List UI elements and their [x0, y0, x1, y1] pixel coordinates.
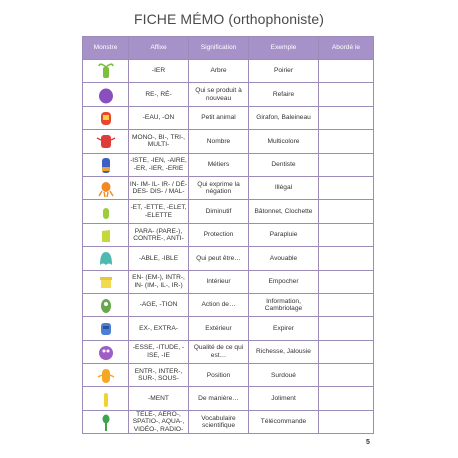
monster-cell: [83, 200, 129, 223]
aborde-le-cell[interactable]: [319, 270, 374, 293]
affixe-cell: -ET, -ETTE, -ELET, -ELETTE: [129, 200, 189, 223]
signification-cell: Arbre: [189, 60, 249, 83]
table-header-row: [83, 37, 374, 60]
exemple-cell: Bâtonnet, Clochette: [249, 200, 319, 223]
aborde-le-cell[interactable]: [319, 153, 374, 176]
purple-blob-monster-icon: [96, 85, 116, 105]
affixe-cell: -ESSE, -ITUDE, -ISE, -IE: [129, 340, 189, 363]
affixe-cell: IN- IM- IL- IR- / DÉ- DES- DIS- / MAL-: [129, 176, 189, 199]
blue-outside-monster-icon: [96, 318, 116, 338]
yellow-box-monster-icon: [96, 272, 116, 292]
exemple-cell: Information, Cambriolage: [249, 293, 319, 316]
signification-cell: Position: [189, 364, 249, 387]
affixe-cell: -IER: [129, 60, 189, 83]
monster-cell: [83, 153, 129, 176]
affixe-cell: RE-, RÉ-: [129, 83, 189, 106]
teal-ghost-monster-icon: [96, 248, 116, 268]
table-row: [83, 270, 374, 293]
plant-monster-icon: [96, 61, 116, 81]
table-row: [83, 130, 374, 153]
signification-cell: Intérieur: [189, 270, 249, 293]
table-row: [83, 317, 374, 340]
exemple-cell: Girafon, Baleineau: [249, 106, 319, 129]
page-number: 5: [366, 439, 370, 446]
aborde-le-cell[interactable]: [319, 410, 374, 433]
aborde-le-cell[interactable]: [319, 176, 374, 199]
affixe-cell: MONO-, BI-, TRI-, MULTI-: [129, 130, 189, 153]
affixe-cell: -MENT: [129, 387, 189, 410]
table-row: [83, 83, 374, 106]
header-signification: Signification: [189, 37, 249, 60]
table-row: [83, 106, 374, 129]
exemple-cell: Parapluie: [249, 223, 319, 246]
table-row: [83, 387, 374, 410]
monster-cell: [83, 364, 129, 387]
aborde-le-cell[interactable]: [319, 364, 374, 387]
header-affixe: Affixe: [129, 37, 189, 60]
table-row: [83, 247, 374, 270]
monster-cell: [83, 106, 129, 129]
green-busy-monster-icon: [96, 295, 116, 315]
purple-fluffy-monster-icon: [96, 342, 116, 362]
blue-worker-monster-icon: [96, 155, 116, 175]
exemple-cell: Surdoué: [249, 364, 319, 387]
affixe-cell: -AGE, -TION: [129, 293, 189, 316]
monster-cell: [83, 83, 129, 106]
signification-cell: Qui peut être…: [189, 247, 249, 270]
exemple-cell: Empocher: [249, 270, 319, 293]
aborde-le-cell[interactable]: [319, 340, 374, 363]
yellow-green-monster-icon: [96, 225, 116, 245]
exemple-cell: Joliment: [249, 387, 319, 410]
table-row: [83, 176, 374, 199]
green-small-monster-icon: [96, 202, 116, 222]
affixe-cell: -EAU, -ON: [129, 106, 189, 129]
exemple-cell: Multicolore: [249, 130, 319, 153]
signification-cell: Protection: [189, 223, 249, 246]
orange-angry-monster-icon: [96, 178, 116, 198]
monster-cell: [83, 247, 129, 270]
header-exemple: Exemple: [249, 37, 319, 60]
signification-cell: Nombre: [189, 130, 249, 153]
affixe-cell: -ABLE, -IBLE: [129, 247, 189, 270]
affixe-cell: EX-, EXTRA-: [129, 317, 189, 340]
aborde-le-cell[interactable]: [319, 83, 374, 106]
monster-cell: [83, 410, 129, 433]
exemple-cell: Refaire: [249, 83, 319, 106]
affixe-cell: -ISTE, -IEN, -AIRE, -ER, -IER, -ERIE: [129, 153, 189, 176]
header-aborde-le: Abordé le: [319, 37, 374, 60]
monster-cell: [83, 223, 129, 246]
signification-cell: Petit animal: [189, 106, 249, 129]
table-row: [83, 410, 374, 433]
monster-cell: [83, 60, 129, 83]
exemple-cell: Télécommande: [249, 410, 319, 433]
affixe-cell: TÉLÉ-, AÉRO-, SPATIO-, AQUA-, VIDÉO-, RADIO-: [129, 410, 189, 433]
page-title: FICHE MÉMO (orthophoniste): [133, 11, 325, 27]
aborde-le-cell[interactable]: [319, 106, 374, 129]
aborde-le-cell[interactable]: [319, 247, 374, 270]
red-yellow-monster-icon: [96, 108, 116, 128]
green-antenna-monster-icon: [96, 412, 116, 432]
signification-cell: Qui se produit à nouveau: [189, 83, 249, 106]
aborde-le-cell[interactable]: [319, 223, 374, 246]
exemple-cell: Avouable: [249, 247, 319, 270]
aborde-le-cell[interactable]: [319, 200, 374, 223]
signification-cell: Qui exprime la négation: [189, 176, 249, 199]
memo-table: [82, 36, 374, 434]
signification-cell: De manière…: [189, 387, 249, 410]
exemple-cell: Illégal: [249, 176, 319, 199]
aborde-le-cell[interactable]: [319, 317, 374, 340]
table-row: [83, 153, 374, 176]
red-counting-monster-icon: [96, 131, 116, 151]
monster-cell: [83, 130, 129, 153]
aborde-le-cell[interactable]: [319, 130, 374, 153]
monster-cell: [83, 317, 129, 340]
exemple-cell: Expirer: [249, 317, 319, 340]
aborde-le-cell[interactable]: [319, 293, 374, 316]
signification-cell: Qualité de ce qui est…: [189, 340, 249, 363]
monster-cell: [83, 176, 129, 199]
monster-cell: [83, 293, 129, 316]
exemple-cell: Poirier: [249, 60, 319, 83]
affixe-cell: ENTR-, INTER-, SUR-, SOUS-: [129, 364, 189, 387]
exemple-cell: Dentiste: [249, 153, 319, 176]
monster-cell: [83, 340, 129, 363]
table-row: [83, 364, 374, 387]
orange-position-monster-icon: [96, 365, 116, 385]
table-row: [83, 200, 374, 223]
table-row: [83, 293, 374, 316]
signification-cell: Extérieur: [189, 317, 249, 340]
affixe-cell: PARA- (PARE-), CONTRE-, ANTI-: [129, 223, 189, 246]
table-row: [83, 60, 374, 83]
header-monstre: Monstre: [83, 37, 129, 60]
aborde-le-cell[interactable]: [319, 60, 374, 83]
table-row: [83, 340, 374, 363]
monster-cell: [83, 387, 129, 410]
affixe-cell: EN- (EM-), INTR-, IN- (IM-, IL-, IR-): [129, 270, 189, 293]
signification-cell: Action de…: [189, 293, 249, 316]
signification-cell: Diminutif: [189, 200, 249, 223]
exemple-cell: Richesse, Jalousie: [249, 340, 319, 363]
monster-cell: [83, 270, 129, 293]
table-row: [83, 223, 374, 246]
signification-cell: Métiers: [189, 153, 249, 176]
aborde-le-cell[interactable]: [319, 387, 374, 410]
signification-cell: Vocabulaire scientifique: [189, 410, 249, 433]
yellow-thin-monster-icon: [96, 389, 116, 409]
